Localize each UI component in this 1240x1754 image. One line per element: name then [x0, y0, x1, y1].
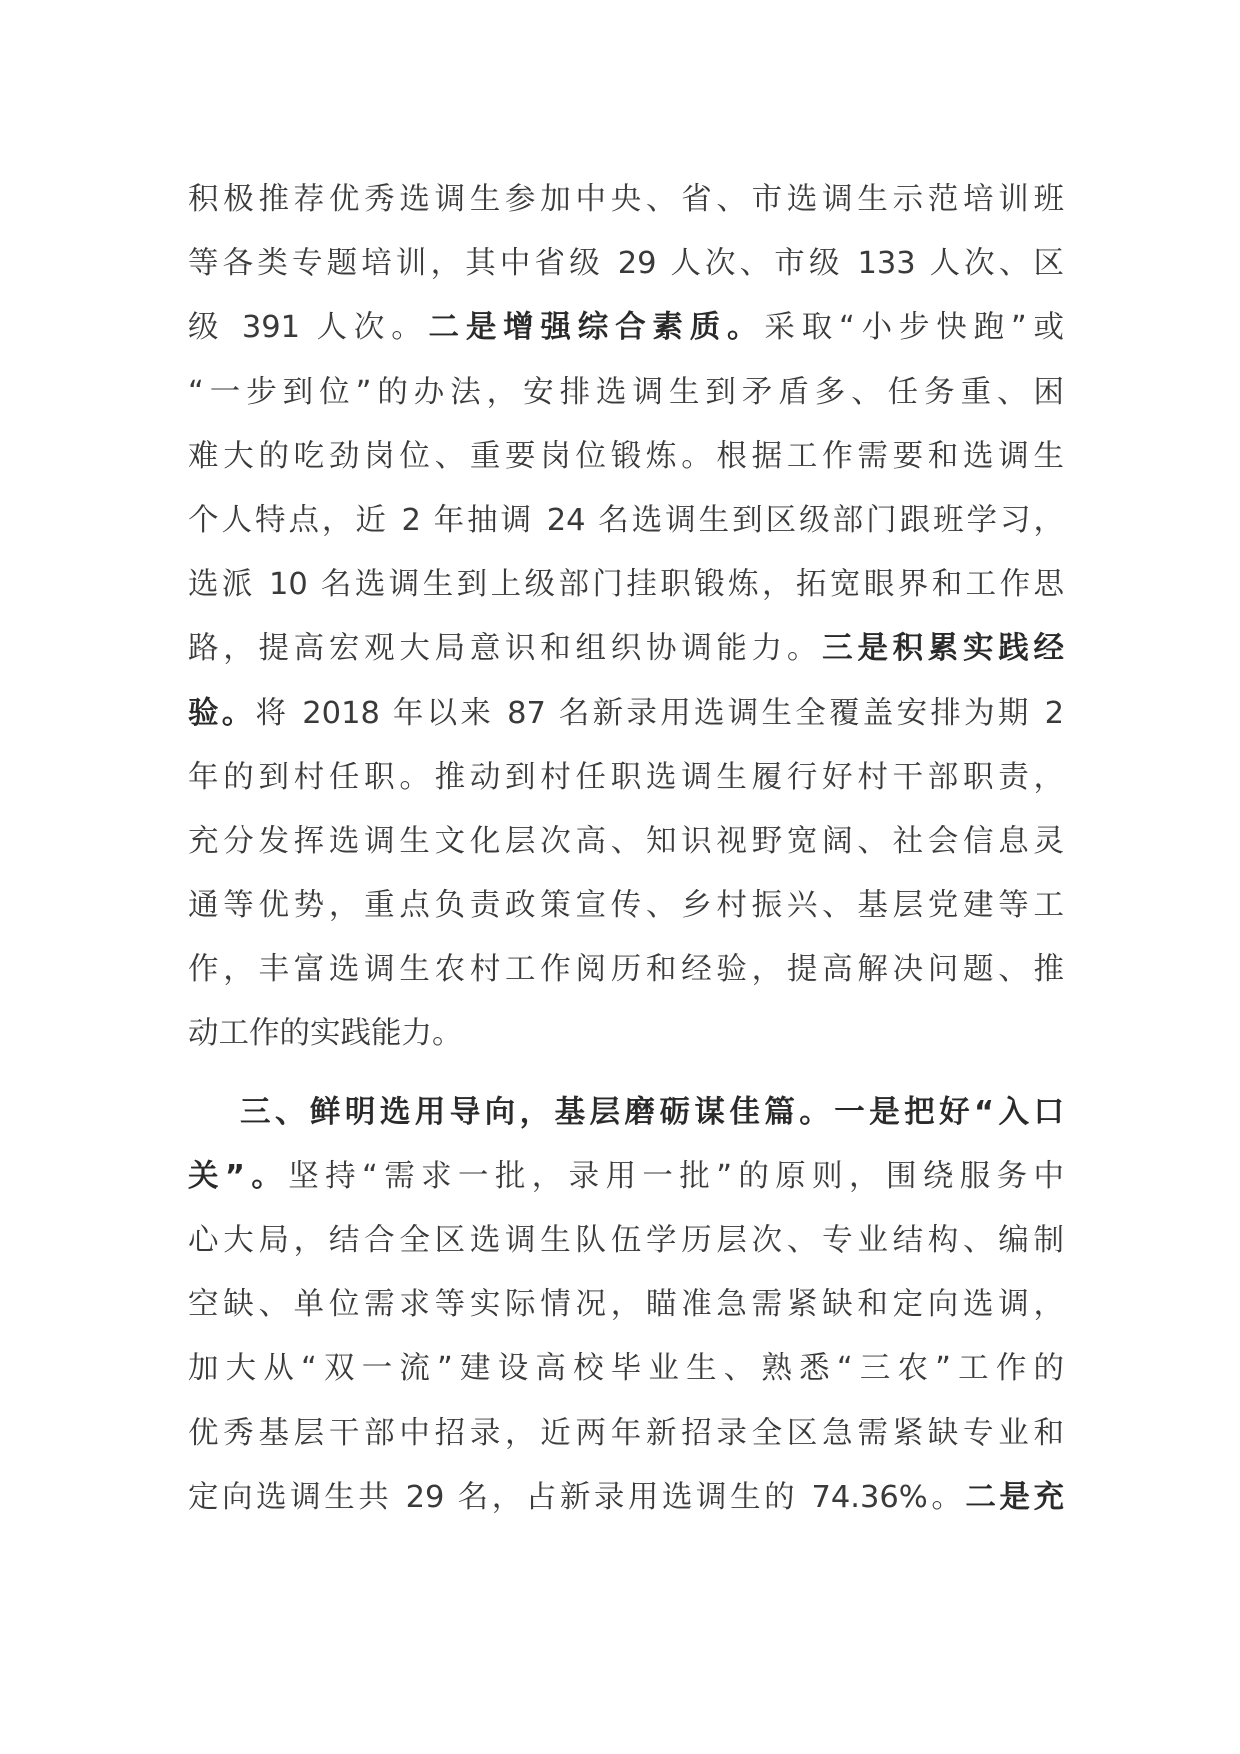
text-run: 通等优势，重点负责政策宣传、乡村振兴、基层党建等工	[188, 888, 1064, 924]
paragraph-training-and-practice	[188, 168, 1064, 1067]
text-run: 坚持“需求一批，录用一批”的原则，围绕服务中	[288, 1158, 1064, 1194]
document-page	[188, 168, 1064, 1530]
text-line	[188, 296, 1064, 360]
bold-text-run: 关”。	[188, 1158, 289, 1194]
text-line	[188, 425, 1064, 489]
text-run: 选派 10 名选调生到上级部门挂职锻炼，拓宽眼界和工作思	[188, 567, 1064, 603]
bold-text-run: 三是积累实践经	[822, 631, 1064, 667]
bold-text-run: 二是增强综合素质。	[428, 310, 765, 346]
text-line	[188, 1466, 1064, 1530]
text-line	[188, 810, 1064, 874]
bold-text-run: 三、鲜明选用导向，基层磨砺谋佳篇。一是把好“入口	[240, 1094, 1064, 1130]
text-run: 年的到村任职。推动到村任职选调生履行好村干部职责，	[188, 759, 1064, 795]
paragraph-gap	[188, 1067, 1064, 1081]
text-line	[188, 617, 1064, 681]
paragraph-selection-guidance	[188, 1081, 1064, 1530]
text-run: 积极推荐优秀选调生参加中央、省、市选调生示范培训班	[188, 182, 1064, 217]
text-run: 心大局，结合全区选调生队伍学历层次、专业结构、编制	[188, 1223, 1064, 1258]
text-run: 充分发挥选调生文化层次高、知识视野宽阔、社会信息灵	[188, 823, 1064, 859]
text-line	[188, 1337, 1064, 1401]
text-run: 难大的吃劲岗位、重要岗位锻炼。根据工作需要和选调生	[188, 438, 1064, 474]
text-run: 采取“小步快跑”或	[764, 310, 1064, 346]
text-line	[188, 168, 1064, 232]
text-run: 动工作的实践能力。	[188, 1016, 463, 1052]
text-run: 级 391 人次。	[188, 310, 429, 346]
text-line	[188, 1002, 1064, 1066]
text-run: “一步到位”的办法，安排选调生到矛盾多、任务重、困	[188, 374, 1064, 410]
text-run: 个人特点，近 2 年抽调 24 名选调生到区级部门跟班学习，	[188, 502, 1064, 538]
text-line	[188, 361, 1064, 425]
text-run: 路，提高宏观大局意识和组织协调能力。	[188, 631, 823, 667]
text-run: 优秀基层干部中招录，近两年新招录全区急需紧缺专业和	[188, 1415, 1064, 1451]
text-line	[188, 553, 1064, 617]
text-line	[188, 874, 1064, 938]
bold-text-run: 验。	[188, 695, 256, 731]
text-run: 作，丰富选调生农村工作阅历和经验，提高解决问题、推	[188, 952, 1064, 988]
text-line	[188, 1209, 1064, 1273]
text-line	[188, 746, 1064, 810]
bold-text-run: 二是充	[965, 1479, 1064, 1515]
text-run: 将 2018 年以来 87 名新录用选调生全覆盖安排为期 2	[255, 695, 1064, 731]
text-line	[188, 1273, 1064, 1337]
text-line	[188, 1145, 1064, 1209]
text-run: 加大从“双一流”建设高校毕业生、熟悉“三农”工作的	[188, 1351, 1064, 1387]
text-line	[188, 489, 1064, 553]
text-run: 定向选调生共 29 名，占新录用选调生的 74.36%。	[188, 1479, 966, 1515]
text-line	[188, 232, 1064, 296]
text-line	[188, 938, 1064, 1002]
text-run: 空缺、单位需求等实际情况，瞄准急需紧缺和定向选调，	[188, 1287, 1064, 1323]
text-run: 等各类专题培训，其中省级 29 人次、市级 133 人次、区	[188, 246, 1064, 282]
text-line	[188, 682, 1064, 746]
text-line	[188, 1402, 1064, 1466]
text-line	[188, 1081, 1064, 1145]
